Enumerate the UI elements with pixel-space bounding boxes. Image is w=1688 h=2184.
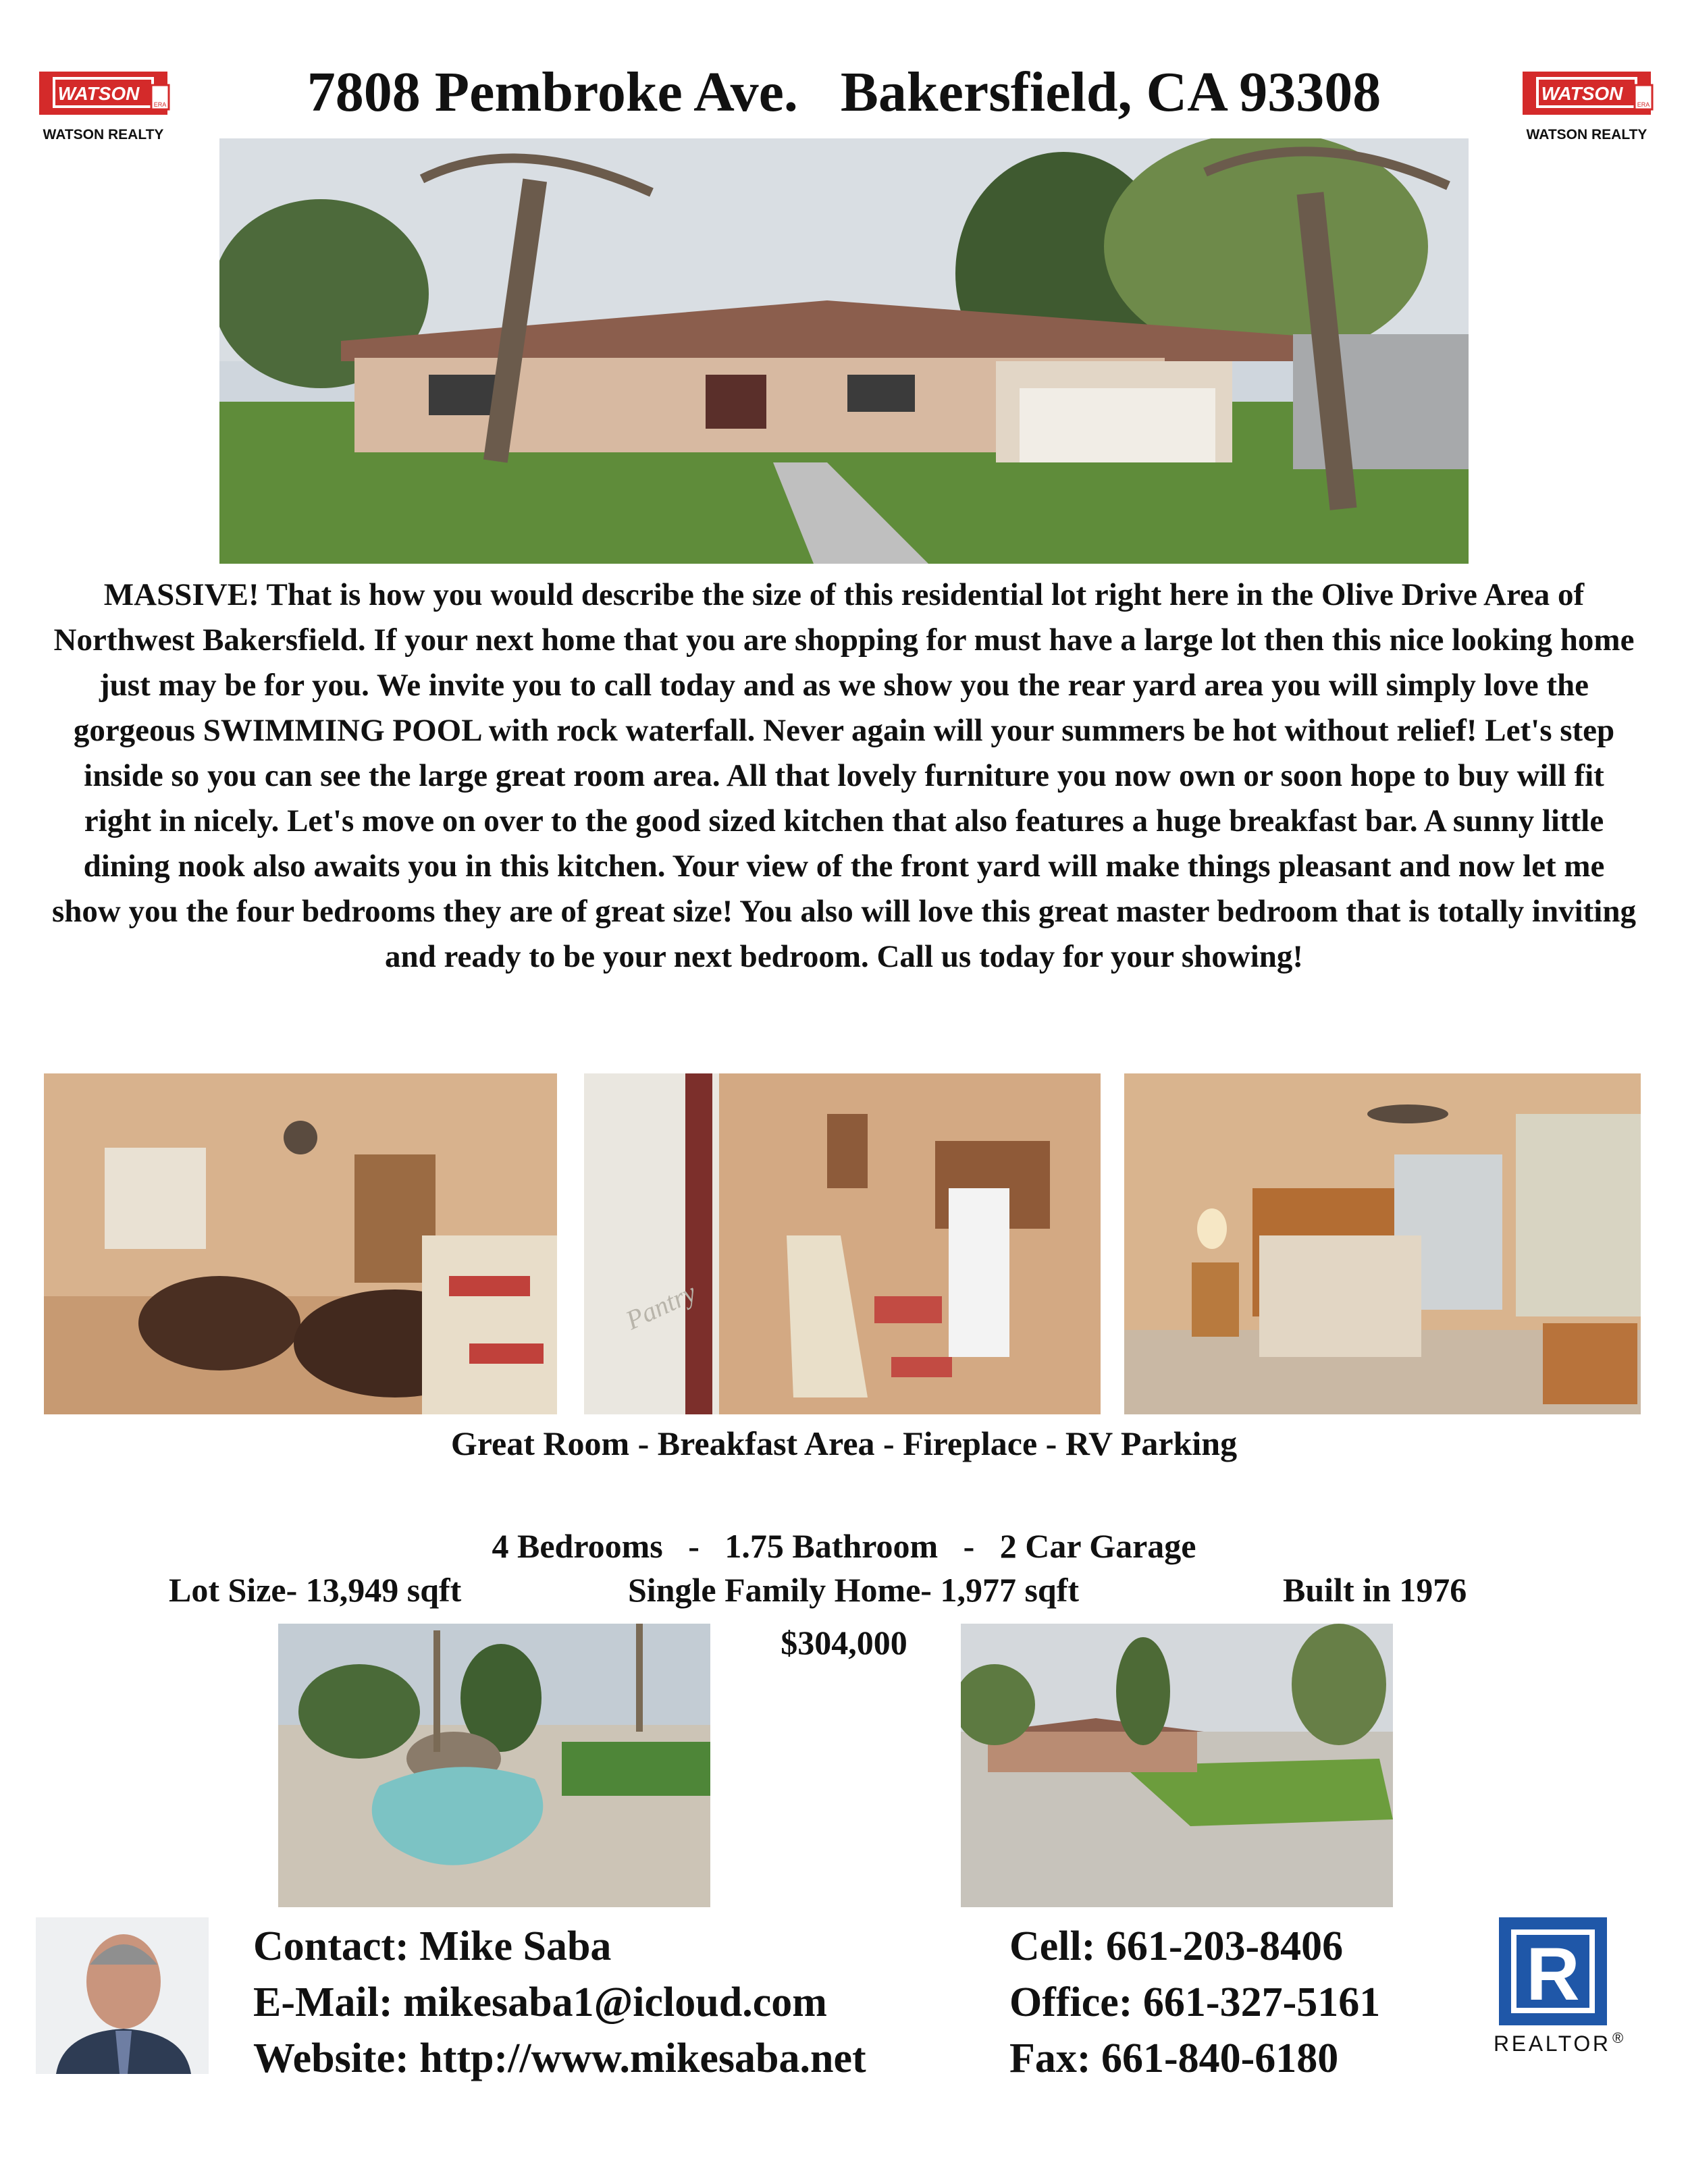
home-size: Single Family Home- 1,977 sqft (628, 1571, 1080, 1609)
property-description: MASSIVE! That is how you would describe the size of this residential lot right here in the Olive Drive Area of Northwest Bakersfield. If your next home that you are shopping for must have a large lot then this nice looking home just may be for you. We invite you to call today and as we show you the rear yard area you will simply love the gorgeous SWIMMING POOL with rock waterfall. Never again will your summers be hot without relief! Let's step inside so you can see the large great room area. All that lovely furniture you now own or soon hope to buy will fit right in nicely. Let's move on over to the good sized kitchen that also features a huge breakfast bar. A sunny little dining nook also awaits you in this kitchen. Your view of the front yard will make things pleasant and now let me show you the four bedrooms they are of great size! You also will love this great master bedroom that is totally inviting and ready to be your next bedroom. Call us today for your showing! (52, 577, 1636, 974)
great-room-photo (44, 1073, 557, 1414)
rooms-summary: 4 Bedrooms - 1.75 Bathroom - 2 Car Garage (492, 1527, 1196, 1565)
fax-number: Fax: 661-840-6180 (1009, 2035, 1339, 2081)
office-phone: Office: 661-327-5161 (1009, 1979, 1381, 2025)
contact-email[interactable]: E-Mail: mikesaba1@icloud.com (253, 1979, 827, 2025)
house-exterior-photo (219, 138, 1469, 564)
svg-text:REALTOR: REALTOR (1494, 2031, 1608, 2056)
master-bedroom-photo (1124, 1073, 1641, 1414)
watson-realty-logo-right (1516, 66, 1658, 147)
svg-text:ERA: ERA (1637, 101, 1650, 108)
property-address-title: 7808 Pembroke Ave. Bakersfield, CA 93308 (307, 61, 1381, 124)
contact-website[interactable]: Website: http://www.mikesaba.net (253, 2035, 866, 2081)
lot-size: Lot Size- 13,949 sqft (169, 1571, 462, 1609)
svg-text:ERA: ERA (153, 101, 167, 108)
svg-text:®: ® (1612, 2029, 1624, 2046)
agent-headshot (36, 1917, 209, 2074)
svg-text:WATSON REALTY: WATSON REALTY (43, 127, 164, 142)
svg-text:R: R (1526, 1933, 1580, 2016)
swimming-pool-photo (278, 1624, 710, 1907)
features-line: Great Room - Breakfast Area - Fireplace - RV Parking (450, 1424, 1238, 1462)
pantry-label: Pantry (621, 1277, 701, 1336)
svg-text:WATSON REALTY: WATSON REALTY (1526, 127, 1647, 142)
year-built: Built in 1976 (1283, 1571, 1467, 1609)
watson-realty-logo-left (32, 66, 174, 147)
backyard-photo (961, 1624, 1393, 1907)
svg-text:WATSON: WATSON (1541, 83, 1623, 104)
cell-phone: Cell: 661-203-8406 (1009, 1923, 1344, 1969)
contact-name: Contact: Mike Saba (253, 1923, 612, 1969)
kitchen-photo (584, 1073, 1101, 1414)
realtor-logo (1492, 1917, 1637, 2059)
listing-price: $304,000 (781, 1624, 907, 1661)
svg-text:WATSON: WATSON (57, 83, 140, 104)
